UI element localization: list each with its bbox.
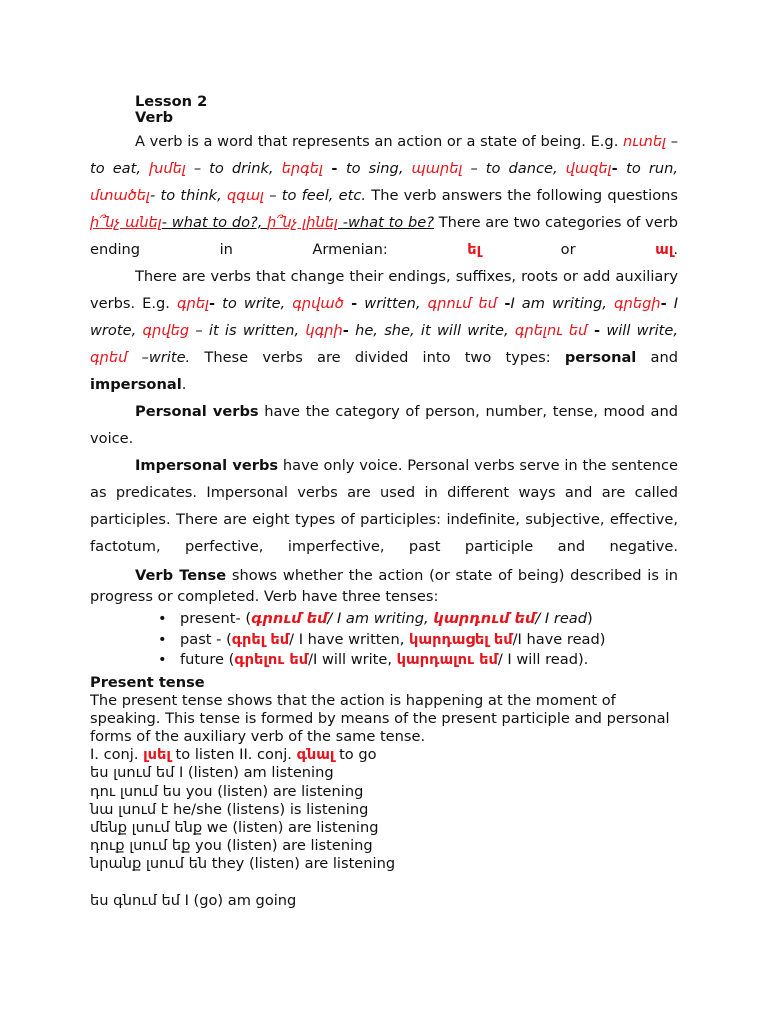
text: to go xyxy=(334,746,377,764)
text: - xyxy=(209,295,216,312)
text: -what to be? xyxy=(342,214,434,231)
bullet: • xyxy=(158,651,167,668)
armenian-word: գրում եմ xyxy=(427,295,497,312)
verb-tense-paragraph xyxy=(90,565,678,607)
text: - xyxy=(342,322,349,339)
armenian-example: կարդում եմ xyxy=(433,610,536,627)
conjugation-line xyxy=(90,746,678,764)
text: . xyxy=(673,241,678,258)
text: – to eat, xyxy=(90,133,678,177)
armenian-question: ի՞նչ անել xyxy=(90,214,162,231)
armenian-word: մտածել xyxy=(90,187,150,204)
text: –write. xyxy=(127,349,191,366)
armenian-word: ուտել xyxy=(623,133,667,150)
list-item xyxy=(158,650,678,671)
term: Impersonal verbs xyxy=(135,457,279,474)
impersonal-verbs-paragraph xyxy=(90,452,678,560)
armenian-word: կգրի xyxy=(305,322,343,339)
verb-ending: ել xyxy=(467,241,482,258)
armenian-word: վազել xyxy=(565,160,612,177)
text: There are verbs that change their endings, suffixes, roots or add auxiliary verbs. E.g. xyxy=(90,268,678,312)
text: have only voice. Personal verbs serve in the sentence as predicates. Impersonal verbs are used in different ways and are called participles. There are eight types of participles: indefinite, subjective, effective, factotum, perfective, imperfective, past participle and negative. xyxy=(90,457,679,555)
text: to sing, xyxy=(345,160,412,177)
lesson-number: Lesson 2 xyxy=(135,93,208,110)
armenian-verb: գնալ xyxy=(296,746,335,764)
present-tense-heading: Present tense xyxy=(90,673,205,691)
text: - to think, xyxy=(149,187,227,204)
armenian-word: պարել xyxy=(411,160,463,177)
armenian-word: գրված xyxy=(292,295,344,312)
text: The verb answers the following questions xyxy=(366,187,678,204)
present-tense-description: The present tense shows that the action is happening at the moment of speaking. This tense is formed by means of the present participle and personal forms of the auxiliary verb of the same tense. xyxy=(90,691,670,745)
text: / I read xyxy=(535,610,588,627)
armenian-word: գրելու եմ xyxy=(514,322,588,339)
conjugation-example: նրանք լսում են they (listen) are listening xyxy=(90,855,396,873)
armenian-word: գրվեց xyxy=(142,322,190,339)
text: - what to do?, xyxy=(161,214,268,231)
text: - xyxy=(660,295,667,312)
text: to write, xyxy=(215,295,293,312)
text: I. conj. xyxy=(90,746,144,764)
armenian-word: գրեցի xyxy=(613,295,661,312)
conjugation-example: ես գնում եմ I (go) am going xyxy=(90,891,297,909)
conjugation-example: նա լսում է he/she (listens) is listening xyxy=(90,800,369,818)
text: /I have read xyxy=(512,630,600,648)
text: - xyxy=(587,322,601,339)
bullet: • xyxy=(158,630,167,648)
conjugation-example: դու լսում ես you (listen) are listening xyxy=(90,782,364,800)
text: and xyxy=(636,349,678,366)
text: – it is written, xyxy=(189,322,306,339)
verb-ending: ալ xyxy=(655,241,674,258)
armenian-example: կարդալու եմ xyxy=(396,651,498,668)
text: /I will write, xyxy=(308,651,397,668)
text: to listen II. conj. xyxy=(170,746,297,764)
text: I am writing, xyxy=(510,295,614,312)
text: A verb is a word that represents an action or a state of being. E.g. xyxy=(135,133,624,150)
text: - xyxy=(611,160,627,177)
text: / I am writing, xyxy=(327,610,434,627)
personal-verbs-paragraph xyxy=(90,398,678,452)
text: / I have written, xyxy=(289,630,410,648)
text: – to drink, xyxy=(185,160,282,177)
text: – to dance, xyxy=(462,160,566,177)
text: ) xyxy=(587,610,593,627)
armenian-question: ի՞նչ լինել xyxy=(267,214,338,231)
armenian-word: զգալ xyxy=(226,187,265,204)
text: have the category of person, number, tense, mood and voice. xyxy=(90,403,678,447)
armenian-example: գրել եմ xyxy=(231,630,290,648)
text: . xyxy=(181,376,187,393)
list-item xyxy=(158,630,678,651)
text: future ( xyxy=(180,651,235,668)
text: / I will read xyxy=(497,651,578,668)
text: present- ( xyxy=(180,610,252,627)
text: to run, xyxy=(626,160,678,177)
text: ). xyxy=(577,651,589,668)
armenian-word: գրեմ xyxy=(90,349,128,366)
text: will write, xyxy=(600,322,678,339)
text: shows whether the action (or state of being) described is in progress or completed. Verb have three tenses: xyxy=(90,567,678,605)
text: or xyxy=(481,241,656,258)
armenian-example: գրում եմ xyxy=(251,610,328,627)
text: past - ( xyxy=(180,630,232,648)
term-impersonal: impersonal xyxy=(90,376,182,393)
text: I wrote, xyxy=(90,295,679,339)
armenian-example: կարդացել եմ xyxy=(409,630,513,648)
armenian-example: գրելու եմ xyxy=(234,651,309,668)
spacer xyxy=(90,874,678,892)
text: There are two categories of verb ending in Armenian: xyxy=(90,214,678,258)
conjugation-example: մենք լսում ենք we (listen) are listening xyxy=(90,818,379,836)
armenian-word: խմել xyxy=(149,160,186,177)
text: - xyxy=(496,295,511,312)
armenian-word: գրել xyxy=(176,295,210,312)
conjugation-example: ես լսում եմ I (listen) am listening xyxy=(90,764,334,782)
term-personal: personal xyxy=(564,349,637,366)
armenian-word: երգել xyxy=(281,160,323,177)
list-item xyxy=(158,609,678,630)
verb-definition-paragraph xyxy=(90,128,678,263)
document-page xyxy=(90,94,678,910)
bullet: • xyxy=(158,610,167,627)
term: Personal verbs xyxy=(135,403,259,420)
text: written, xyxy=(357,295,428,312)
conjugation-example: դուք լսում եք you (listen) are listening xyxy=(90,837,373,855)
text: - xyxy=(343,295,358,312)
text: he, she, it will write, xyxy=(348,322,515,339)
verb-forms-paragraph xyxy=(90,263,678,398)
lesson-topic: Verb xyxy=(135,109,174,126)
armenian-verb: լսել xyxy=(143,746,171,764)
text: - xyxy=(322,160,346,177)
term: Verb Tense xyxy=(135,567,227,584)
text: These verbs are divided into two types: xyxy=(190,349,565,366)
tense-list xyxy=(90,609,678,671)
text: – to feel, etc. xyxy=(264,187,367,204)
text: ) xyxy=(599,630,606,648)
